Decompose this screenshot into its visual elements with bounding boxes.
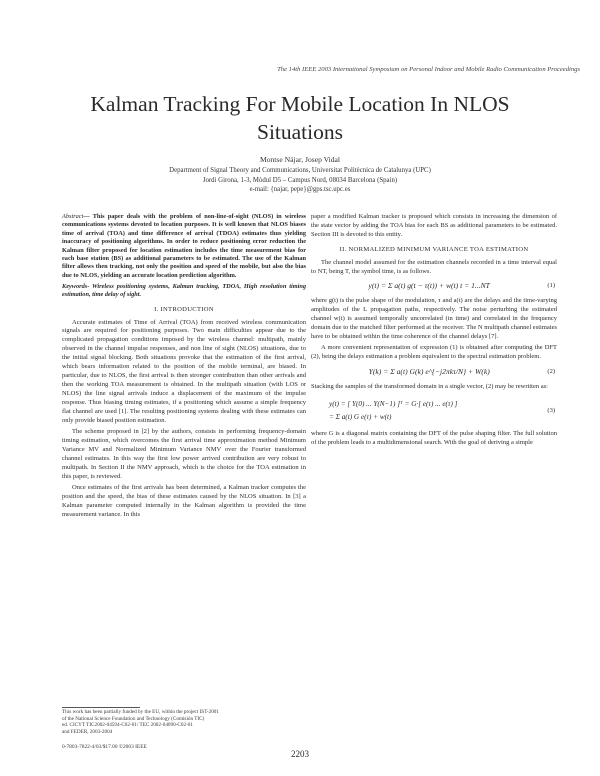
- equation-3-line: y(t) = [ Y(0) ... Y(N−1) ]ᵀ = G·[ e(τ) ... e(τ) ]: [329, 400, 458, 409]
- intro-paragraph: Accurate estimates of Time of Arrival (TOA) from received wireless communication signals are required for positioning purposes. Two main difficulties appear due to the complicated propagation conditions imposed by the wireless channel: multipath, mainly observed in the channel impulse responses, and non line of sight (NLOS) situations, due to the initial signal blocking. Both situations provoke that the estimation of the first arrival, which bears information related to the position of the mobile terminal, are biased. In particular, due to NLOS, the first arrival is then stronger contribution than other arrivals and then the working TOA measurement is obtained. In the multipath situation (with LOS or NLOS) the line signal arrivals induce a displacement of the maximum of the impulse response. Thus biasing timing estimates, if a positioning which assume a simple frequency flat channel are used [1]. The resulting positioning systems dealing with these estimates can only provide biased position estimation.: [62, 318, 306, 424]
- authors: Montse Nájar, Josep Vidal: [259, 155, 341, 164]
- section2-paragraph: where G is a diagonal matrix containing the DFT of the pulse shaping filter. The full solution of the problem leads to a multidimensional search. With the goal of deriving a simple: [311, 430, 557, 446]
- right-column: [311, 213, 557, 451]
- section-heading-introduction: I. INTRODUCTION: [154, 305, 214, 313]
- title-line-2: Situations: [256, 120, 343, 144]
- affiliation-line: Jordi Girona, 1-3, Mòdul D5 – Campus Nord, 08034 Barcelona (Spain): [202, 176, 398, 184]
- footnote-line: This work has been partially funded by the EU, within the project IST-2001: [62, 709, 219, 715]
- abstract-text: — This paper deals with the problem of non-line-of-sight (NLOS) in wireless communications systems devoted to location purposes. It is well known that NLOS biases time of arrival (TOA) and time difference of arrival (TDOA) estimates thus yielding inaccuracy of positioning algorithms. In order to reduce positioning error reduction the Kalman filter proposed for location estimation includes the time measurement bias for each base station (BS) as additional parameters to be estimated. The use of the Kalman filter allows then tracking, not only the position and speed of the mobile, but also the bias due to NLOS, yielding an accurate location prediction algorithm.: [62, 213, 306, 279]
- page-number: 2203: [291, 749, 309, 759]
- affiliation-line: Department of Signal Theory and Communications, Universitat Politècnica de Catalunya (UPC): [169, 167, 431, 174]
- equation-1-number: (1): [547, 282, 555, 290]
- abstract: [62, 213, 306, 280]
- section2-paragraph: A more convenient representation of expression (1) is obtained after computing the DFT (2), being the delays estimation a problem equivalent to the spectral estimation problem.: [311, 344, 557, 361]
- affiliation: [40, 166, 560, 195]
- footnote-line: of the National Science Foundation and Technology (Comisión TIC): [62, 715, 205, 722]
- intro-paragraph: Once estimates of the first arrivals has been determined, a Kalman tracker computes the position and the speed, the bias of these estimates caused by the NLOS situation. In [3] a Kalman parameter computed internally in the Kalman algorithm is provided the time measurement variance. In this: [62, 484, 306, 518]
- keywords-lead: Keywords-: [62, 282, 90, 290]
- abstract-lead: Abstract: [62, 213, 84, 220]
- section2-paragraph: Stacking the samples of the transformed domain in a single vector, (2) may be rewritten as:: [311, 383, 548, 391]
- equation-1: [311, 282, 557, 291]
- equation-2: [311, 368, 557, 377]
- running-head: The 14th IEEE 2003 International Symposium on Personal Indoor and Mobile Radio Communication Proceedings: [277, 66, 580, 73]
- intro-paragraph: The scheme proposed in [2] by the authors, consists in performing frequency-domain timing estimation, which overcomes the first arrival time approximation method Minimum Variance MV and Normalized Minimum Variance NMV over the Fourier transformed channel estimates. In this way the first low power arrived contribution are very robust to multipath. In Section II the NMV approach, which is the choice for the TOA estimation in this paper, is reviewed.: [62, 428, 306, 480]
- equation-3-number: (3): [547, 406, 555, 414]
- left-column: [62, 213, 306, 522]
- email-line: e-mail: {najar, pepe}@gps.tsc.upc.es: [249, 186, 351, 194]
- paper-title: [40, 90, 560, 146]
- title-line-1: Kalman Tracking For Mobile Location In NLOS: [90, 92, 510, 116]
- equation-3: [311, 398, 557, 424]
- keywords-text: Wireless positioning systems, Kalman tracking, TDOA, High resolution timing estimation, time delay of sight.: [62, 282, 306, 299]
- equation-3-lines: [311, 398, 547, 424]
- equation-1-expression: y(t) = Σ a(t) g(t − τ(t)) + w(t) t = 1...NT: [368, 281, 490, 291]
- right-intro-paragraph: paper a modified Kalman tracker is proposed which consists in increasing the dimension of the state vector by adding the TOA bias for each BS as additional parameters to be estimated. Section III is devoted to this entity.: [311, 213, 557, 238]
- equation-2-number: (2): [547, 368, 555, 376]
- footnote-line: and FEDER, 2003-2004: [62, 728, 113, 735]
- footnote-line: ed. CICYT TIC2002-04594-C02-01/ TEC 2002-04090-C02-01: [62, 722, 193, 729]
- isbn-copyright: 0-7803-7822-4/03/$17.00 ©2003 IEEE: [62, 744, 147, 750]
- equation-2-expression: Y(k) = Σ a(t) G(k) e^{−j2πkτ/N} + W(k): [368, 367, 490, 377]
- keywords: [62, 283, 306, 300]
- footnotes: [62, 709, 306, 735]
- section2-paragraph: where g(t) is the pulse shape of the modulation, τ and a(t) are the delays and the time-varying amplitudes of the L propagation paths, respectively. The noise perturbing the estimated channel w(t) is assumed temporally uncorrelated (in time) and correlated in the frequency domain due to the matched filter performed at the receiver. The N multipath channel estimates have to be obtained within the time coherence of the channel delays [7].: [311, 297, 557, 340]
- section2-paragraph: The channel model assumed for the estimation channels recorded in a time interval equal to NT, being T, the symbol time, is as follows.: [311, 258, 557, 275]
- section-heading-nmv: II. NORMALIZED MINIMUM VARIANCE TOA ESTIMATION: [339, 245, 529, 253]
- footnote-rule: [62, 707, 140, 708]
- equation-3-line: = Σ a(t) G e(τ) + w(t): [329, 413, 392, 422]
